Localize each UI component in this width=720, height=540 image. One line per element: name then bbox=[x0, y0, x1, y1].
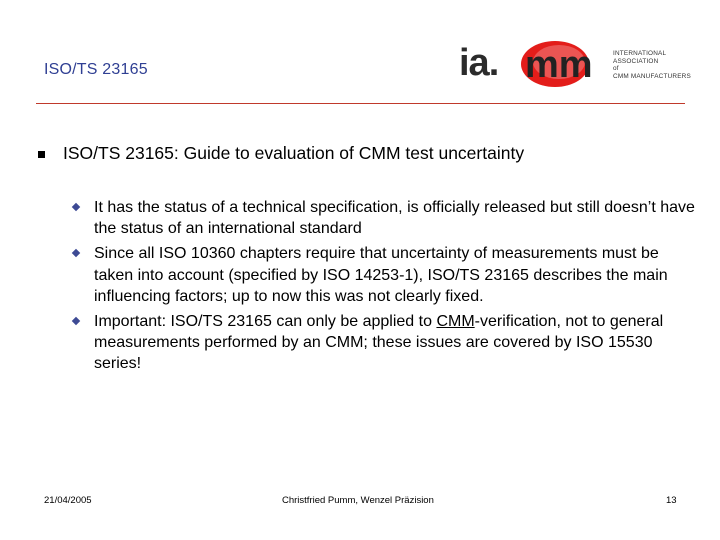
sub-bullet-text: Since all ISO 10360 chapters require that uncertainty of measurements must be taken into account (specified by ISO 14253-1), ISO/TS 23165 describes the main influencing factors; up to now this was not clearly fixed. bbox=[94, 245, 668, 305]
iacmm-logo bbox=[455, 40, 695, 92]
sub-bullet-text-end: -verification, not to general measurements performed by an CMM; these issues are covered by ISO 15530 series! bbox=[94, 313, 664, 373]
main-bullet-text: ISO/TS 23165: Guide to evaluation of CMM test uncertainty bbox=[63, 143, 525, 163]
footer-page-number: 13 bbox=[666, 495, 677, 506]
slide-header-title: ISO/TS 23165 bbox=[44, 61, 148, 78]
sub-bullet-text: It has the status of a technical specification, is officially released but still doesn’t have the status of an international standard bbox=[94, 199, 695, 238]
svg-text:mm: mm bbox=[525, 44, 593, 86]
square-bullet-icon bbox=[38, 151, 45, 158]
diamond-bullet-icon bbox=[72, 317, 80, 325]
header-rule bbox=[36, 103, 685, 104]
sub-bullet-item bbox=[70, 197, 700, 239]
sub-bullet-item bbox=[70, 243, 700, 307]
footer-author: Christfried Pumm, Wenzel Präzision bbox=[282, 495, 434, 506]
logo-org-text: INTERNATIONAL ASSOCIATION of CMM MANUFACTURERS bbox=[613, 50, 691, 80]
diamond-bullet-icon bbox=[72, 203, 80, 211]
cmm-link[interactable]: CMM bbox=[436, 313, 475, 331]
sub-bullet-list bbox=[70, 197, 700, 379]
logo-mm-mark bbox=[515, 40, 611, 92]
sub-bullet-text-start: Important: ISO/TS 23165 can only be applied to bbox=[94, 313, 437, 331]
sub-bullet-item bbox=[70, 311, 700, 375]
logo-ia-text: ia. bbox=[459, 42, 499, 84]
diamond-bullet-icon bbox=[72, 249, 80, 257]
footer-date: 21/04/2005 bbox=[44, 495, 92, 506]
